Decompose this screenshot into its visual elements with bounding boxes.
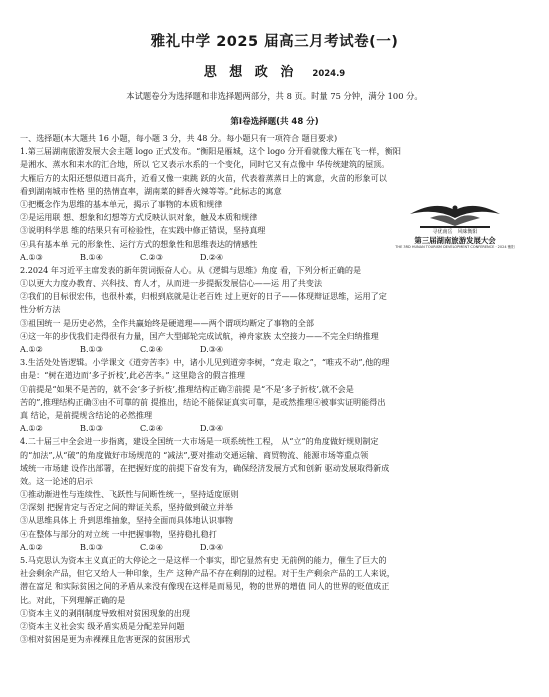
text-line: ④这一年的步伐我们走得很有力量，国产大型邮轮完成试航，神舟家族 太空接力——不完全归纳推理 (20, 330, 379, 341)
text-line: 5.马克思认为资本主义真正的大停论之一是这样一个事实，即它显然有史 无前例的能力，催生了巨大的 (20, 555, 387, 565)
text-line: 的“加法”,从“破”的角度做好市场规范的 “减法”,要对推动交通运输、商贸物流、能源市场等重点领 (20, 449, 369, 460)
section-title: 第Ⅰ卷选择题(共 48 分) (230, 117, 319, 127)
text-line: 看到湖南城市性格 里的热情直率，湖南菜的鲜香火辣等等。”此标志的寓意 (20, 185, 282, 196)
logo-english-name: THE 3RD HUNAN TOURISM DEVELOPMENT CONFERENCE · 2024 衡阳 (395, 245, 515, 249)
option-b: B.①③ (80, 541, 104, 552)
answer-options (20, 251, 532, 264)
option-d: D.③④ (200, 541, 224, 552)
text-line: 2.2024 年习近平主席发表的新年贺词振奋人心。从《逻辑与思维》角度 看，下列分析正确的是 (20, 264, 362, 275)
text-line: 一、选择题(本大题共 16 小题，每小题 3 分，共 48 分。每小题只有一项符合 题目要求) (20, 133, 338, 143)
option-b: B.①③ (80, 344, 104, 354)
answer-options (20, 343, 532, 356)
option-a: A.①② (20, 541, 43, 552)
question-body (20, 132, 532, 646)
option-b: B.①④ (80, 251, 104, 262)
text-line: ①推动渐进性与连续性、飞跃性与间断性统一，坚持适度原则 (20, 489, 239, 500)
option-c: C.②③ (140, 251, 163, 262)
text-line: ②资本主义社会实 级矛盾实质是分配差异问题 (20, 620, 185, 631)
text-line: ③相对贫困是更为赤裸裸且危害更深的贫困形式 (20, 634, 190, 645)
text-line: 苦的”,推理结构正确③由不可靠的前 提推出，结论不能保证真实可靠，是或然推理④被事实证明能得出 (20, 396, 386, 407)
answer-options (20, 422, 532, 435)
text-line: ①资本主义的剥削制度导致相对贫困现象的出现 (20, 607, 190, 618)
subject-line (0, 61, 549, 80)
option-d: D.③④ (200, 423, 224, 434)
text-line: 大雁后方的太阳还想似道日高升，近看又像一束跳 跃的火苗，代表着蒸蒸日上的寓意，火苗的形象可以 (20, 172, 387, 183)
text-line: 潜在富足 和实际贫困之间的矛盾从来没有像现在这样是而易见，物的世界的增值 同人的世界的贬值成正 (20, 581, 390, 592)
text-line: ②是运用联 想、想象和幻想等方式反映认识对象，触及本质和规律 (20, 212, 258, 223)
text-line: ④在整体与部分的对立统 一中把握事物，坚持稳扎稳打 (20, 528, 217, 539)
option-c: C.②④ (140, 423, 163, 434)
option-c: C.②④ (140, 344, 163, 354)
exam-title: 雅礼中学 2025 届高三月考试卷(一) (150, 34, 399, 50)
logo-slogan: 寻优南岳 风味衡阳 (432, 229, 478, 235)
option-a: A.①② (20, 344, 43, 354)
option-d: D.③④ (200, 344, 224, 354)
text-line: ③祖国统一 是历史必然，全作共赢始终是硬道理——两个谓项均断定了事物的全部 (20, 317, 314, 328)
exam-notice: 本试题卷分为选择题和非选择题两部分，共 8 页。时量 75 分钟，满分 100 分。 (126, 91, 423, 101)
exam-date: 2024.9 (312, 69, 346, 79)
text-line: 4.二十届三中全会进一步指离，建设全国统一大市场是一项系统性工程， 从“立”的角度做好规则制定 (20, 436, 379, 447)
text-line: 是湘水、蒸水和耒水的汇合地，所以 它又表示水系的一个变化，同时它又有点像中 华传统建筑的屋顶。 (20, 159, 390, 170)
logo-name: 第三届湖南旅游发展大会 (414, 236, 496, 245)
text-line: 由是：“树在道边而‘多子折枝’,此必苦李。” 这里隐含的假言推理 (20, 370, 245, 381)
text-line: ①以更大力度办教育、兴科技、育人才，从而进一步提振发展信心——运 用了共变法 (20, 278, 323, 289)
option-a: A.①③ (20, 251, 43, 262)
option-a: A.①② (20, 423, 43, 434)
text-line: ②我们的目标很宏伟，也很朴素，归根到底就是让老百姓 过上更好的日子——体现辩证思维，运用了定 (20, 291, 387, 302)
text-line: ①把概念作为思维的基本单元，揭示了事物的本质和规律 (20, 198, 223, 209)
text-line: 真 结论，是前提规含结论的必然推理 (20, 409, 153, 420)
text-line: ③从思维具体上 升到思维抽象，坚持全面而具体地认识事物 (20, 515, 234, 526)
text-line: 性分析方法 (20, 304, 61, 315)
text-line: ④具有基本单 元的形象性、运行方式的想象性和思维表达的情感性 (20, 238, 258, 249)
text-line: 比。对此，下列理解正确的是 (20, 594, 126, 605)
text-line: 3.生活处处皆逻辑。小学课文《道旁苦李》中，诸小儿见到道旁李树，“竞走 取之”，“唯戎不动”,他的理 (20, 357, 390, 368)
text-line: 社会剩余产品，但它又给人一种印象，生产 这种产品不存在剩削的过程。对于生产剩余产品的工人来说， (20, 568, 395, 579)
option-c: C.②④ (140, 541, 163, 552)
text-line: ③说明科学思 维的结果只有可检验性，在实践中修正错误，坚持真理 (20, 225, 266, 236)
option-b: B.①③ (80, 423, 104, 434)
text-line: ①前提是“如果不是苦的，就不会‘多子折枝’,推理结构正确②前提 是“不是‘多子折枝’,就不会是 (20, 383, 354, 394)
text-line: ②深刻 把握肯定与否定之间的辩证关系，坚持做到破立并举 (20, 502, 234, 513)
option-d: D.②④ (200, 251, 224, 262)
text-line: 1.第三届湖南旅游发展大会主题 logo 正式发布。“衡阳是雁城，这个 logo 分开看就像大雁在飞一样，衡阳 (20, 146, 401, 157)
subject-name: 思 想 政 治 (203, 65, 298, 80)
text-line: 效。这一论述的启示 (20, 475, 93, 486)
answer-options (20, 541, 532, 554)
text-line: 域统一市场建 设作出部署，在把握好度的前提下奋发有为，确保经济发展方式和创新 驱动发展取得新成 (20, 462, 390, 473)
